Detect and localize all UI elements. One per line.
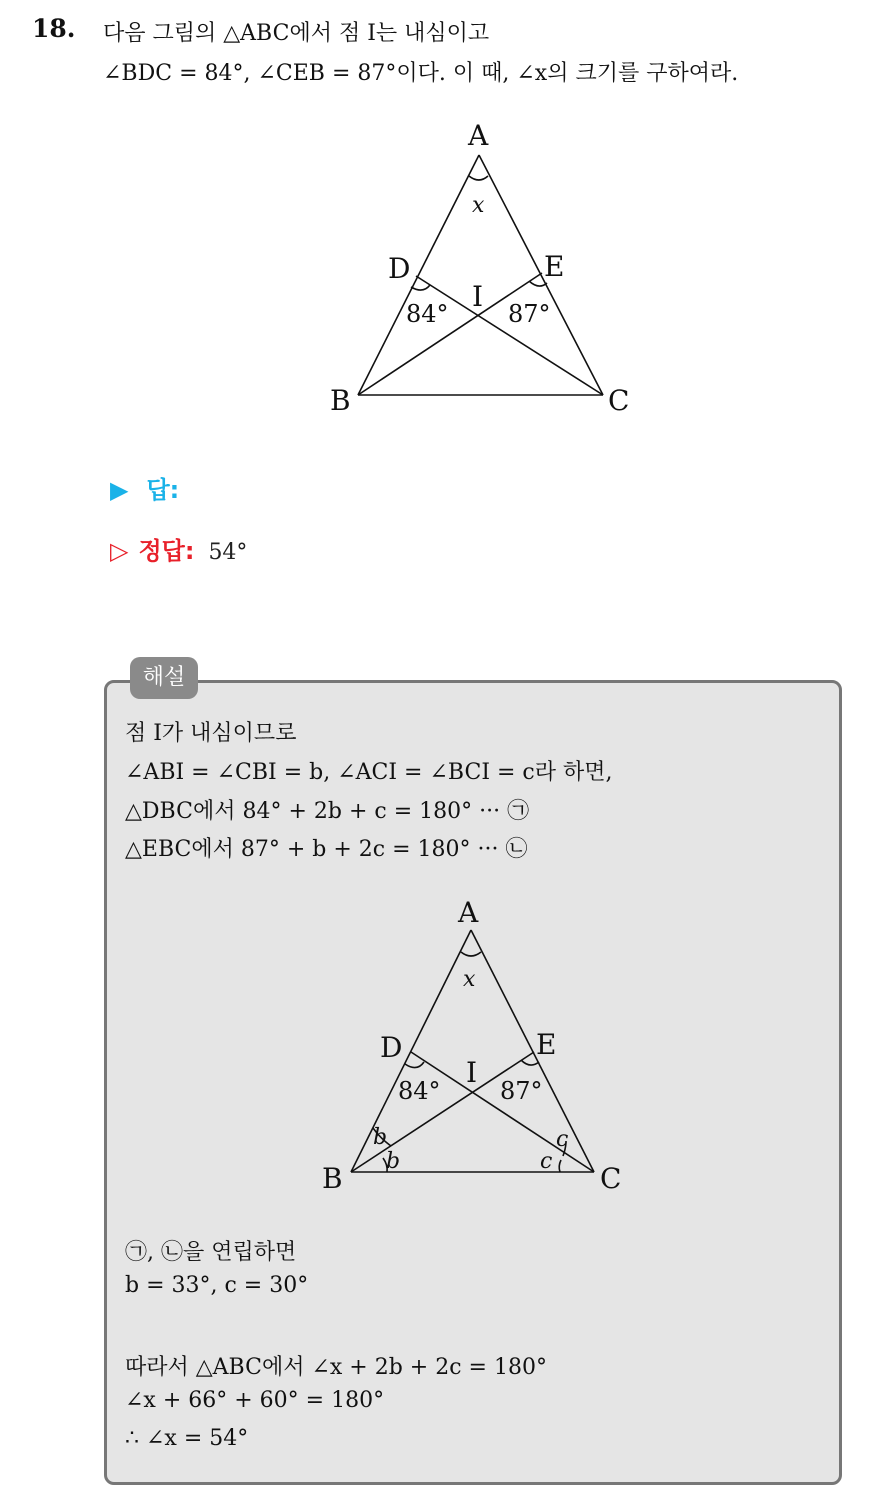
solution-line-6: b = 33°, c = 30° (125, 1273, 309, 1298)
sol-label-c1: c (556, 1127, 569, 1152)
angle-arc-a (469, 176, 488, 180)
solution-line-5: ㉠, ㉡을 연립하면 (125, 1240, 297, 1265)
label-i: I (472, 280, 484, 313)
correct-answer-value: 54° (208, 540, 248, 565)
solution-line-2: ∠ABI = ∠CBI = b, ∠ACI = ∠BCI = c라 하면, (125, 760, 613, 785)
label-e: E (544, 250, 565, 283)
solution-line-1: 점 I가 내심이므로 (125, 721, 297, 746)
sol-label-c2: c (540, 1149, 553, 1174)
solution-line-3: △DBC에서 84° + 2b + c = 180° ··· ㉠ (125, 799, 530, 824)
sol-label-b1: b (373, 1125, 388, 1150)
answer-row (110, 470, 193, 505)
label-d: D (388, 252, 411, 285)
play-outline-icon: ▷ (110, 537, 129, 565)
solution-tag: 해설 (130, 657, 198, 699)
sol-label-a: A (458, 896, 479, 929)
segment-eb (358, 273, 542, 395)
triangle-figure (320, 110, 640, 420)
solution-line-4: △EBC에서 87° + b + 2c = 180° ··· ㉡ (125, 837, 528, 862)
label-a: A (468, 119, 489, 152)
question-text-line1: 다음 그림의 △ABC에서 점 I는 내심이고 (103, 21, 490, 46)
sol-label-e: E (536, 1028, 557, 1061)
sol-label-c: C (600, 1162, 622, 1195)
answer-label: 답: (146, 476, 180, 504)
label-c: C (608, 384, 630, 417)
label-angle-e: 87° (508, 300, 551, 328)
label-x: x (472, 193, 485, 218)
label-angle-d: 84° (406, 300, 449, 328)
solution-line-8: ∠x + 66° + 60° = 180° (125, 1388, 385, 1413)
sol-label-d: D (380, 1031, 403, 1064)
side-ac (479, 155, 603, 395)
sol-label-b2: b (386, 1149, 401, 1174)
question-number: 18. (32, 14, 76, 43)
sol-label-angle-d: 84° (398, 1077, 441, 1105)
play-icon: ▶ (110, 476, 129, 504)
sol-label-b: B (322, 1162, 343, 1195)
correct-answer-row (110, 531, 247, 566)
solution-triangle-figure (316, 892, 636, 1202)
label-b: B (330, 384, 351, 417)
solution-line-7: 따라서 △ABC에서 ∠x + 2b + 2c = 180° (125, 1355, 547, 1380)
question-text-line2: ∠BDC = 84°, ∠CEB = 87°이다. 이 때, ∠x의 크기를 구하여라. (103, 61, 739, 86)
sol-label-angle-e: 87° (500, 1077, 543, 1105)
solution-line-9: ∴ ∠x = 54° (125, 1426, 249, 1451)
sol-label-i: I (466, 1056, 478, 1089)
correct-answer-label: 정답: (138, 537, 195, 565)
side-ab (358, 155, 479, 395)
sol-label-x: x (463, 967, 476, 992)
